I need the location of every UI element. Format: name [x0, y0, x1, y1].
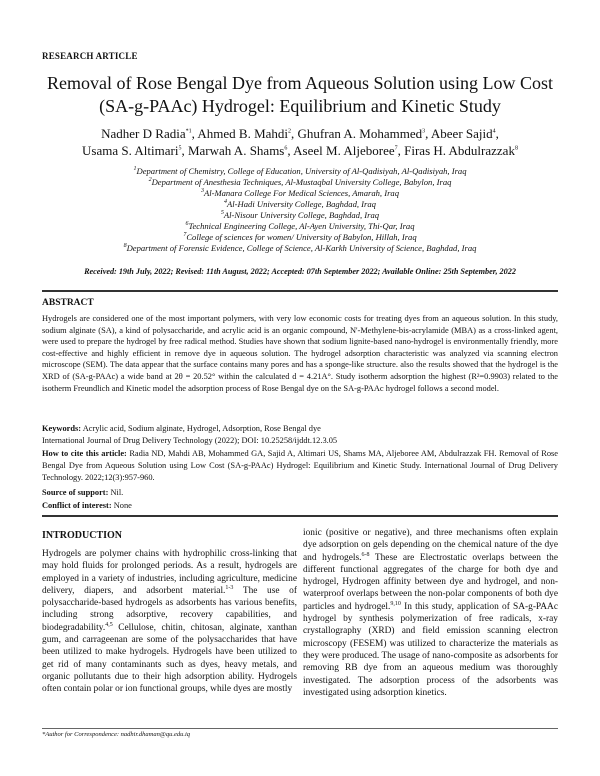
- author-name: Ahmed B. Mahdi: [197, 126, 289, 141]
- affiliation: [40, 177, 560, 188]
- paragraph-text: Cellulose, chitin, chitosan, alginate, xanthan gum, and carrageenan are some of the polysaccharides that have been utilized to make hydrogels. Hydrogels have been utilized to get rid of many contaminants such as dyes, heavy metals, and organic pollutants due to their high adsorption ability. Hydrogels often contain polar or ion functional groups, while dyes are mostly: [42, 622, 297, 695]
- author-name: Marwah A. Shams: [187, 143, 285, 158]
- affiliation: [40, 232, 560, 243]
- affiliation-text: Department of Forensic Evidence, College of Science, Al-Karkh University of Science, Baghdad, Iraq: [126, 243, 477, 253]
- correspondence-footnote: *Author for Correspondence: nadhir.dhaman@qu.edu.iq: [42, 731, 191, 738]
- affiliation: [40, 199, 560, 210]
- author-name: Nadher D Radia: [101, 126, 186, 141]
- affiliation-text: Technical Engineering College, Al-Ayen University, Thi-Qar, Iraq: [188, 221, 415, 231]
- citation-reference: 6-8: [361, 551, 370, 558]
- affiliation-text: Department of Anesthesia Techniques, Al-Mustaqbal University College, Babylon, Iraq: [151, 177, 452, 187]
- author-name: Abeer Sajid: [430, 126, 493, 141]
- keywords: [42, 423, 558, 435]
- paragraph-text: Hydrogels are polymer chains with hydrophilic cross-linking that may hold fluids for prolonged periods. As a result, hydrogels are employed in a variety of industries, including agriculture, medicine delivery, diapers, and adsorbent material.: [42, 549, 297, 596]
- article-type: RESEARCH ARTICLE: [42, 51, 138, 61]
- citation-reference: 9,10: [390, 600, 401, 607]
- affiliations: [40, 166, 560, 254]
- author-affiliation-mark: 3: [422, 128, 426, 135]
- author-affiliation-mark: 5: [178, 145, 182, 152]
- keywords-label: Keywords:: [42, 424, 82, 433]
- paragraph-text: These are Electrostatic overlaps between the different functional aggregates of the charge for both dye and hydrogel, Hydrogen affinity between dye and hydrogel, and non-waterproof overlaps between the non-polar components of both dye particles and hydrogel.: [303, 552, 558, 612]
- affiliation-number: 2: [148, 177, 152, 184]
- author-affiliation-mark: *1: [185, 128, 192, 135]
- author-affiliation-mark: 4: [492, 128, 496, 135]
- author-name: Usama S. Altimari: [82, 143, 179, 158]
- citation-text: Radia ND, Mahdi AB, Mohammed GA, Sajid A, Altimari US, Shams MA, Aljeboree AM, Abdulrazzak FH. Removal of Rose Bengal Dye from Aqueous Solution using Low Cost (SA-g-PAAc) Hydrogel: Equilibrium and Kinetic Study. International Journal of Drug Delivery Technology. 2022;12(3):957-960.: [42, 449, 558, 482]
- publication-dates: Received: 19th July, 2022; Revised: 11th August, 2022; Accepted: 07th September 2022; Available Online: 25th September, 2022: [84, 267, 516, 276]
- affiliation: [40, 221, 560, 232]
- author-name: Firas H. Abdulrazzak: [404, 143, 515, 158]
- conflict-label: Conflict of interest:: [42, 501, 112, 510]
- affiliation-text: Department of Chemistry, College of Education, University of Al-Qadisiyah, Al-Qadisiyah, Iraq: [136, 166, 467, 176]
- affiliation-number: 4: [224, 199, 228, 206]
- author-affiliation-mark: 7: [394, 145, 398, 152]
- source-of-support: [42, 487, 558, 499]
- divider: [42, 515, 558, 517]
- conflict-of-interest: [42, 500, 558, 512]
- author-list: Nadher D Radia$^{*1}$, Ahmed B. Mahdi$^2$, Ghufran A. Mohammed$^3$, Abeer Sajid$^4$, Usama S. Altimari$^5$, Marwah A. Shams$^6$, Aseel M. Aljeboree$^7$, Firas H. Abdulrazzak$^8$: [82, 126, 518, 158]
- journal-doi: International Journal of Drug Delivery Technology (2022); DOI: 10.25258/ijddt.12.3.05: [42, 436, 338, 445]
- support-label: Source of support:: [42, 488, 109, 497]
- affiliation: [40, 210, 560, 221]
- introduction-right-column: [303, 527, 558, 699]
- footnote-divider: [42, 728, 558, 729]
- abstract-text: Hydrogels are considered one of the most important polymers, with very low economic costs for treating dyes from an aqueous solution. In this study, sodium alginate (SA), a kind of polysaccharide, and acrylic acid is an organic compound, N'-Methylene-bis-acrylamide (MBA) as a cross-linked agent, were used to prepare the hydrogel by free radical method. Studies have shown that sodium lignite-based nano-hydrogel is environmentally friendly, more cost-effective and highly efficient in remove dye in aqueous solution. The hydrogel adsorption characteristic was analyzed via scanning electron microscope (SEM). The data appear that the surface contains many pores and has a sponge-like structure. also the results showed that the hydrogel is the XRD of (SA-g-PAAc) a wide band at 2θ = 20.52° within the calculated d = 4.21A°. Study isotherm adsorption the highest (R²=0.9903) related to the isotherm Freundlich and Kinetic model the adsorption process of Rose Bengal dye on the SA-g-PAAc hydrogel follows a second model.: [42, 314, 558, 393]
- paragraph-text: The use of polysaccharide-based hydrogels as adsorbents has various benefits, including strong adsorptive, recovery capabilities, and biodegradability.: [42, 585, 297, 633]
- citation: [42, 448, 558, 484]
- affiliation-text: Al-Hadi University College, Baghdad, Iraq: [227, 199, 376, 209]
- affiliation-number: 7: [183, 232, 187, 239]
- affiliation-number: 6: [185, 221, 189, 228]
- affiliation-text: Al-Manara College For Medical Sciences, Amarah, Iraq: [203, 188, 400, 198]
- author-name: Ghufran A. Mohammed: [297, 126, 423, 141]
- affiliation-number: 3: [200, 188, 204, 195]
- author-affiliation-mark: 6: [284, 145, 288, 152]
- divider: [42, 290, 558, 292]
- citation-reference: 4,5: [105, 621, 113, 628]
- author-name: Aseel M. Aljeboree: [293, 143, 395, 158]
- conflict-text: None: [113, 501, 132, 510]
- support-text: Nil.: [110, 488, 124, 497]
- affiliation-number: 5: [220, 210, 224, 217]
- paper-title: Removal of Rose Bengal Dye from Aqueous Solution using Low Cost (SA-g-PAAc) Hydrogel: Equilibrium and Kinetic Study: [47, 73, 553, 116]
- author-affiliation-mark: 2: [288, 128, 292, 135]
- affiliation-number: 8: [123, 243, 127, 250]
- affiliation-number: 1: [133, 166, 137, 173]
- citation-reference: 1-3: [225, 584, 234, 591]
- affiliation: [40, 188, 560, 199]
- affiliation: [40, 166, 560, 177]
- citation-label: How to cite this article:: [42, 449, 127, 458]
- affiliation-text: College of sciences for women/ University of Babylon, Hillah, Iraq: [186, 232, 417, 242]
- affiliation: [40, 243, 560, 254]
- introduction-heading: INTRODUCTION: [42, 530, 123, 541]
- paragraph-text: In this study, application of SA-g-PAAc hydrogel by synthesis polymerization of free radicals, x-ray crystallography (XRD) and field emission scanning electron microscopy (FESEM) was utilized to characterize the materials as they were produced. The usage of nano-composite as adsorbents for removing RB dye from an aqueous medium was thoroughly investigated. The adsorption process of the adsorbents was investigated using adsorption kinetics.: [303, 601, 558, 698]
- introduction-left-column: [42, 548, 297, 696]
- affiliation-text: Al-Nisour University College, Baghdad, Iraq: [223, 210, 380, 220]
- author-affiliation-mark: 8: [514, 145, 518, 152]
- paragraph-text: ionic (positive or negative), and three mechanisms often explain dye adsorption on gels depending on the chemical nature of the dye and hydrogels.: [303, 528, 558, 563]
- keywords-text: Acrylic acid, Sodium alginate, Hydrogel, Adsorption, Rose Bengal dye: [82, 424, 321, 433]
- abstract-heading: ABSTRACT: [42, 298, 94, 308]
